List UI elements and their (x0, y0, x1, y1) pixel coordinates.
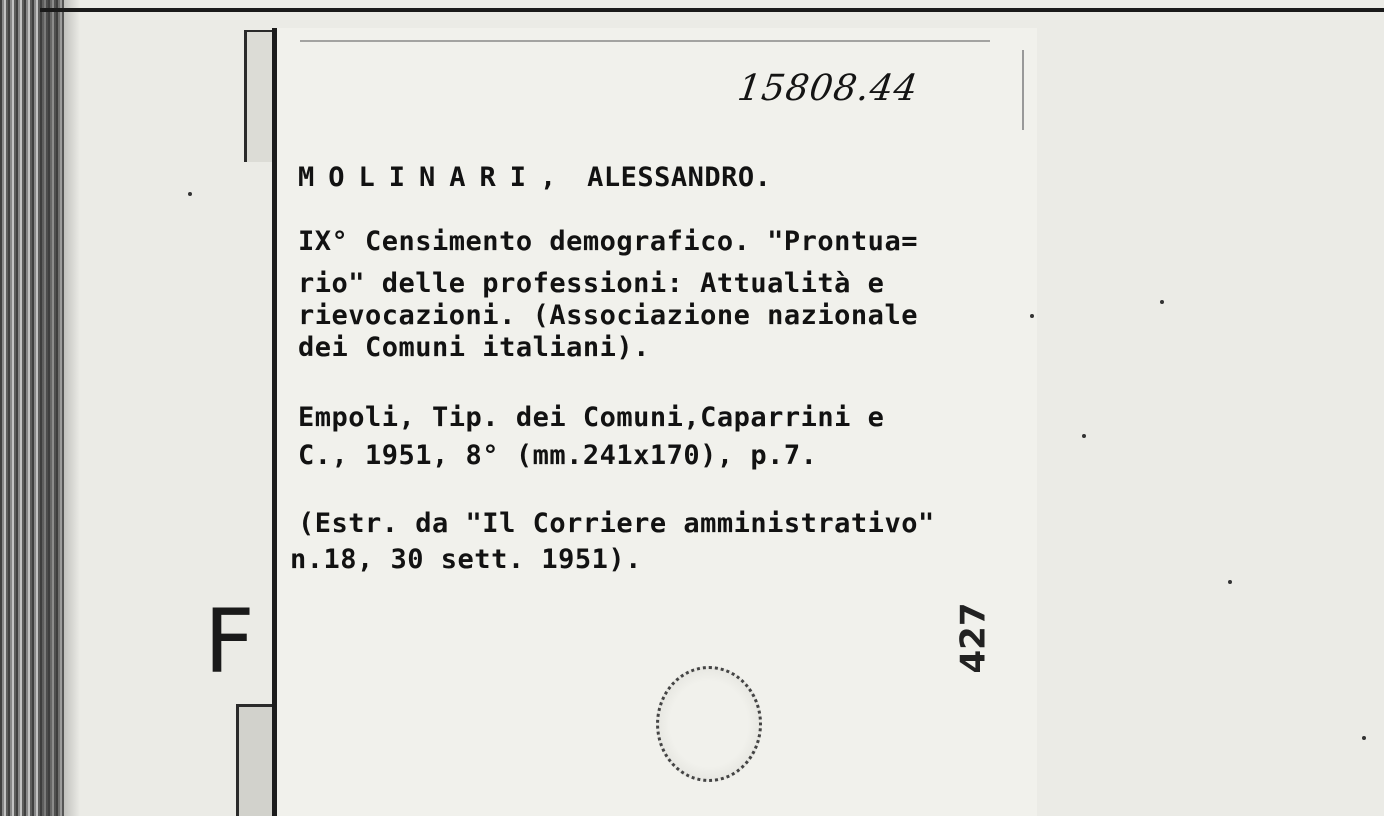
punch-hole (656, 666, 762, 782)
top-border-rule (40, 8, 1384, 12)
dust-speck (1030, 314, 1034, 318)
imprint-line-1: Empoli, Tip. dei Comuni,Caparrini e (298, 402, 885, 433)
dust-speck (188, 192, 192, 196)
heading-surname: MOLINARI, (298, 162, 571, 193)
dust-speck (1228, 580, 1232, 584)
title-line-3: rievocazioni. (Associazione nazionale (298, 300, 918, 331)
imprint-line-2: C., 1951, 8° (mm.241x170), p.7. (298, 440, 818, 471)
scan-left-edge-shadow (40, 0, 80, 816)
card-right-edge (1022, 50, 1024, 130)
dust-speck (1362, 736, 1366, 740)
card-heading (298, 162, 771, 193)
stamp-number-rotated: 427 (953, 602, 994, 674)
note-line-2: n.18, 30 sett. 1951). (290, 544, 642, 575)
dust-speck (1082, 434, 1086, 438)
note-line-1: (Estr. da "Il Corriere amministrativo" (298, 508, 935, 539)
heading-given-name: ALESSANDRO. (587, 162, 772, 193)
title-line-2: rio" delle professioni: Attualità e (298, 268, 885, 299)
margin-letter: F (204, 590, 255, 693)
shelf-number-handwritten: 15808.44 (735, 68, 921, 109)
title-line-1: IX° Censimento demografico. "Prontua= (298, 226, 918, 257)
title-line-4: dei Comuni italiani). (298, 332, 650, 363)
dust-speck (1160, 300, 1164, 304)
card-top-edge (300, 40, 990, 42)
